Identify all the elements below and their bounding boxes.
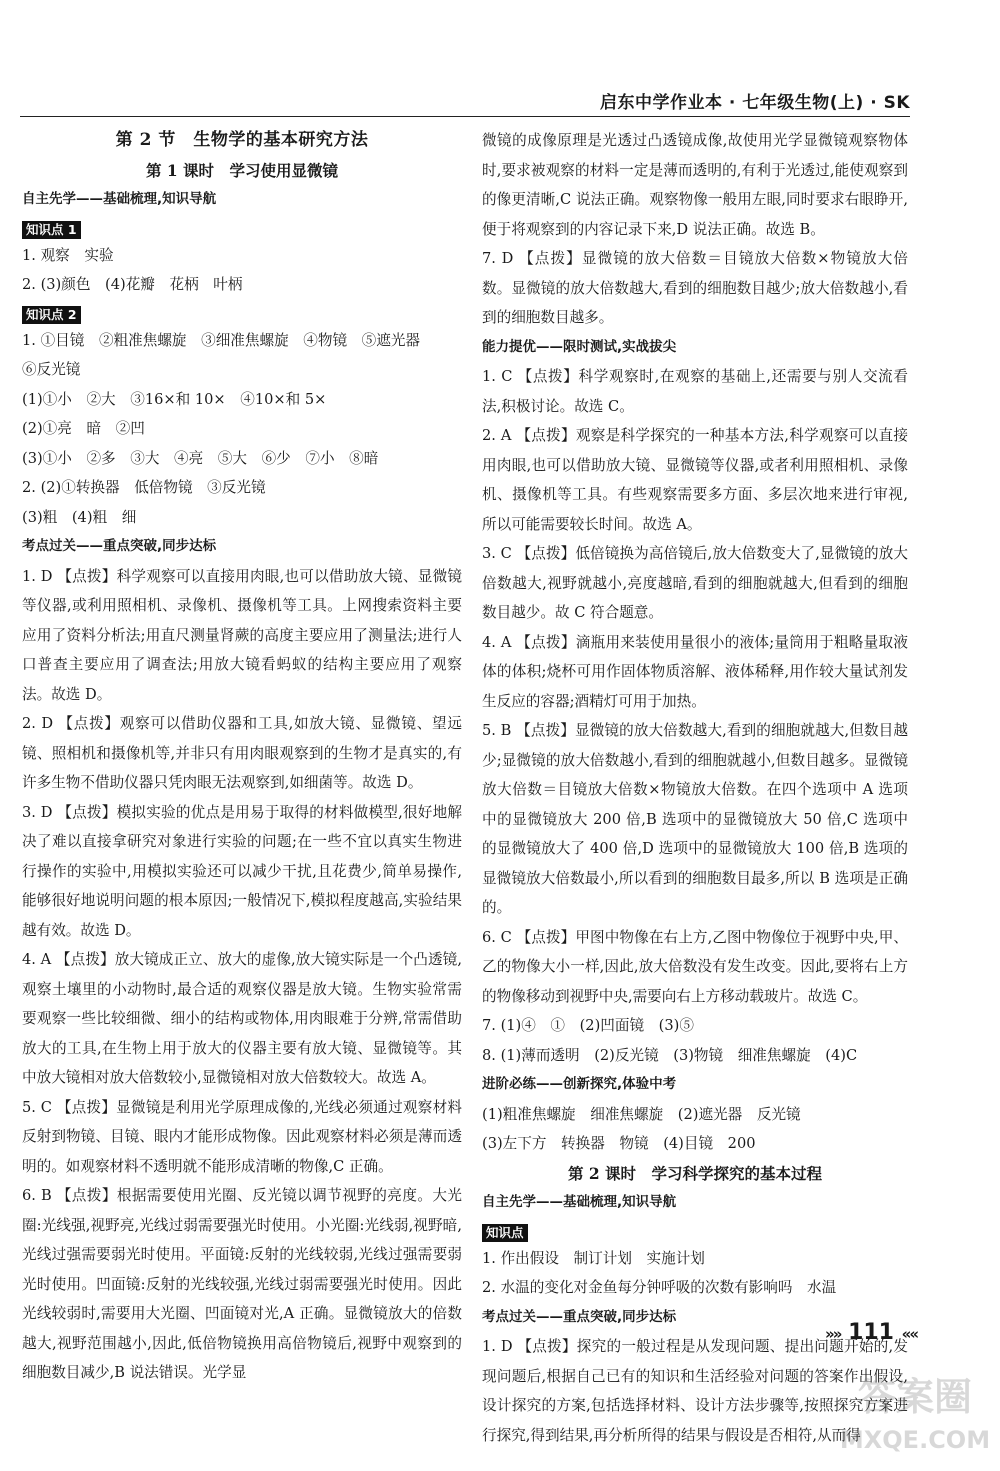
watermark-text: 答案圈 bbox=[857, 1375, 973, 1419]
subsection-heading: 考点过关——重点突破,同步达标 bbox=[22, 538, 217, 554]
left-column bbox=[22, 126, 462, 1388]
running-header bbox=[20, 86, 910, 117]
knowledge-tag: 知识点 1 bbox=[22, 221, 81, 239]
answer-paragraph: 1. C 【点拨】科学观察时,在观察的基础上,还需要与别人交流看法,积极讨论。故选 C。 bbox=[482, 368, 908, 415]
answer-line: ⑥反光镜 bbox=[22, 361, 81, 378]
header-title: 启东中学作业本 · 七年级生物(上) · SK bbox=[599, 93, 910, 113]
answer-line: 1. ①目镜 ②粗准焦螺旋 ③细准焦螺旋 ④物镜 ⑤遮光器 bbox=[22, 331, 421, 349]
answer-line: 8. (1)薄而透明 (2)反光镜 (3)物镜 细准焦螺旋 (4)C bbox=[482, 1046, 858, 1064]
answer-line: (3)粗 (4)粗 细 bbox=[22, 508, 137, 526]
answer-paragraph: 3. C 【点拨】低倍镜换为高倍镜后,放大倍数变大了,显微镜的放大倍数越大,视野就越小,亮度越暗,看到的细胞就越大,但看到的细胞数目越少。故 C 符合题意。 bbox=[482, 545, 908, 621]
answer-paragraph: 5. B 【点拨】显微镜的放大倍数越大,看到的细胞就越大,但数目越少;显微镜的放大倍数越小,看到的细胞就越小,但数目越多。显微镜放大倍数＝目镜放大倍数×物镜放大倍数。在四个选项中 A 选项中的显微镜放大 200 倍,B 选项中的显微镜放大 50 倍,C 选项中的显微镜放大了 400 倍,D 选项中的显微镜放大 100 倍,B 选项的显微镜放大倍数最小,所以看到的细胞数目最多,所以 B 选项是正确的。 bbox=[482, 722, 908, 916]
chevrons-left-icon: «« bbox=[901, 1325, 918, 1343]
watermark-logo bbox=[835, 1360, 995, 1460]
answer-paragraph: 微镜的成像原理是光透过凸透镜成像,故使用光学显微镜观察物体时,要求被观察的材料一定是薄而透明的,有利于光透过,能使观察到的像更清晰,C 说法正确。观察物像一般用左眼,同时要求右眼睁开,便于将观察到的内容记录下来,D 说法正确。故选 B。 bbox=[482, 132, 908, 238]
answer-paragraph: 2. A 【点拨】观察是科学探究的一种基本方法,科学观察可以直接用肉眼,也可以借助放大镜、显微镜等仪器,或者利用照相机、录像机、摄像机等工具。有些观察需要多方面、多层次地来进行审视,所以可能需要较长时间。故选 A。 bbox=[482, 427, 908, 533]
answer-paragraph: 4. A 【点拨】滴瓶用来装使用量很小的液体;量筒用于粗略量取液体的体积;烧杯可用作固体物质溶解、液体稀释,用作较大量试剂发生反应的容器;酒精灯可用于加热。 bbox=[482, 633, 908, 710]
subsection-heading: 考点过关——重点突破,同步达标 bbox=[482, 1308, 677, 1325]
answer-line: 2. (3)颜色 (4)花瓣 花柄 叶柄 bbox=[22, 276, 243, 293]
knowledge-tag: 知识点 bbox=[482, 1224, 528, 1242]
page-number-text: 111 bbox=[848, 1320, 894, 1345]
page-number bbox=[825, 1320, 917, 1345]
section-title: 第 2 节 生物学的基本研究方法 bbox=[115, 130, 369, 150]
knowledge-tag: 知识点 2 bbox=[22, 306, 81, 324]
answer-paragraph: 2. D 【点拨】观察可以借助仪器和工具,如放大镜、显微镜、望远镜、照相机和摄像机等,并非只有用肉眼观察到的生物才是真实的,有许多生物不借助仪器只凭肉眼无法观察到,如细菌等。故选 D。 bbox=[22, 715, 462, 791]
subsection-heading: 自主先学——基础梳理,知识导航 bbox=[22, 191, 217, 207]
lesson-title: 第 1 课时 学习使用显微镜 bbox=[145, 160, 339, 180]
answer-paragraph: 1. D 【点拨】科学观察可以直接用肉眼,也可以借助放大镜、显微镜等仪器,或利用照相机、录像机、摄像机等工具。上网搜索资料主要应用了资料分析法;用直尺测量肾蕨的高度主要应用了测量法;进行人口普查主要应用了调查法;用放大镜看蚂蚁的结构主要应用了观察法。故选 D。 bbox=[22, 567, 462, 703]
watermark-url: MXQE.COM bbox=[839, 1426, 991, 1454]
answer-line: 2. (2)①转换器 低倍物镜 ③反光镜 bbox=[22, 479, 266, 496]
answer-line: (1)①小 ②大 ③16×和 10× ④10×和 5× bbox=[22, 390, 327, 408]
answer-line: (3)左下方 转换器 物镜 (4)目镜 200 bbox=[482, 1135, 756, 1152]
right-column bbox=[482, 126, 908, 1450]
answer-line: (3)①小 ②多 ③大 ④亮 ⑤大 ⑥少 ⑦小 ⑧暗 bbox=[22, 449, 379, 467]
answer-paragraph: 5. C 【点拨】显微镜是利用光学原理成像的,光线必须通过观察材料反射到物镜、目镜、眼内才能形成物像。因此观察材料必须是薄而透明的。如观察材料不透明就不能形成清晰的物像,C 正确。 bbox=[22, 1098, 462, 1175]
answer-line: 7. (1)④ ① (2)凹面镜 (3)⑤ bbox=[482, 1017, 694, 1034]
answer-line: 2. 水温的变化对金鱼每分钟呼吸的次数有影响吗 水温 bbox=[482, 1279, 837, 1296]
answer-paragraph: 3. D 【点拨】模拟实验的优点是用易于取得的材料做模型,很好地解决了难以直接拿研究对象进行实验的问题;在一些不宜以真实生物进行操作的实验中,用模拟实验还可以减少干扰,且花费少,简单易操作,能够很好地说明问题的根本原因;一般情况下,模拟程度越高,实验结果越有效。故选 D。 bbox=[22, 803, 462, 939]
subsection-heading: 能力提优——限时测试,实战拔尖 bbox=[482, 338, 677, 355]
answer-line: 1. 观察 实验 bbox=[22, 246, 114, 264]
answer-line: 1. 作出假设 制订计划 实施计划 bbox=[482, 1249, 705, 1267]
chevrons-right-icon: »» bbox=[825, 1325, 841, 1343]
answer-paragraph: 7. D 【点拨】显微镜的放大倍数＝目镜放大倍数×物镜放大倍数。显微镜的放大倍数越大,看到的细胞数目越少;放大倍数越小,看到的细胞数目越多。 bbox=[482, 250, 908, 326]
answer-line: (1)粗准焦螺旋 细准焦螺旋 (2)遮光器 反光镜 bbox=[482, 1105, 801, 1123]
lesson-title: 第 2 课时 学习科学探究的基本过程 bbox=[567, 1163, 823, 1183]
answer-paragraph: 4. A 【点拨】放大镜成正立、放大的虚像,放大镜实际是一个凸透镜,观察土壤里的小动物时,最合适的观察仪器是放大镜。生物实验常需要观察一些比较细微、细小的结构或物体,用肉眼难于分辨,常需借助放大的工具,在生物上用于放大的仪器主要有放大镜、显微镜等。其中放大镜相对放大倍数较小,显微镜相对放大倍数较大。故选 A。 bbox=[22, 951, 462, 1086]
subsection-heading: 进阶必练——创新探究,体验中考 bbox=[482, 1076, 677, 1092]
answer-paragraph: 1. D 【点拨】探究的一般过程是从发现问题、提出问题开始的,发现问题后,根据自己已有的知识和生活经验对问题的答案作出假设,设计探究的方案,包括选择材料、设计方法步骤等,按照探究方案进行探究,得到结果,再分析所得的结果与假设是否相符,从而得 bbox=[482, 1338, 908, 1444]
answer-paragraph: 6. B 【点拨】根据需要使用光圈、反光镜以调节视野的亮度。大光圈:光线强,视野亮,光线过弱需要强光时使用。小光圈:光线弱,视野暗,光线过强需要弱光时使用。平面镜:反射的光线较弱,光线过强需要弱光时使用。凹面镜:反射的光线较强,光线过弱需要强光时使用。因此光线较弱时,需要用大光圈、凹面镜对光,A 正确。显微镜放大的倍数越大,视野范围越小,因此,低倍物镜换用高倍物镜后,视野中观察到的细胞数目减少,B 说法错误。光学显 bbox=[22, 1187, 462, 1381]
subsection-heading: 自主先学——基础梳理,知识导航 bbox=[482, 1194, 677, 1210]
answer-line: (2)①亮 暗 ②凹 bbox=[22, 420, 145, 437]
answer-paragraph: 6. C 【点拨】甲图中物像在右上方,乙图中物像位于视野中央,甲、乙的物像大小一样,因此,放大倍数没有发生改变。因此,要将右上方的物像移动到视野中央,需要向右上方移动载玻片。故选 C。 bbox=[482, 928, 908, 1005]
